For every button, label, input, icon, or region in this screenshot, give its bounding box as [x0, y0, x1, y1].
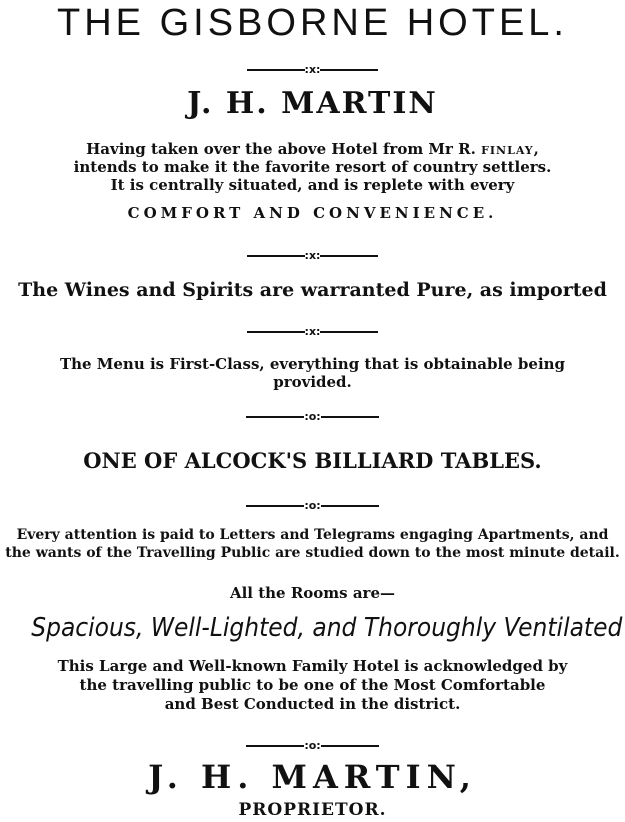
intro-line-2: intends to make it the favorite resort of country settlers.	[73, 158, 552, 176]
page-title: THE GISBORNE HOTEL.	[57, 2, 568, 44]
menu-line-2: provided.	[273, 373, 352, 391]
menu-line-1: The Menu is First-Class, everything that is obtainable being	[59, 355, 566, 373]
divider: :o:	[0, 734, 625, 753]
ack-line-2: the travelling public to be one of the Most Comfortable	[79, 676, 546, 694]
divider: :x:	[0, 320, 625, 339]
rooms-intro: All the Rooms are—	[229, 584, 396, 602]
billiard-statement: ONE OF ALCOCK'S BILLIARD TABLES.	[83, 448, 542, 473]
divider: :x:	[0, 58, 625, 77]
signature: J. H. MARTIN,	[148, 758, 477, 796]
wines-statement: The Wines and Spirits are warranted Pure, as imported	[18, 279, 607, 301]
attention-line-2: the wants of the Travelling Public are studied down to the most minute detail.	[5, 545, 620, 561]
intro-line-1: Having taken over the above Hotel from Mr R. FINLAY,	[86, 140, 539, 158]
intro-line-4: COMFORT AND CONVENIENCE.	[127, 204, 498, 222]
ack-line-1: This Large and Well-known Family Hotel is acknowledged by	[57, 657, 568, 675]
owner-heading: J. H. MARTIN	[187, 86, 438, 121]
divider: :x:	[0, 244, 625, 263]
divider: :o:	[0, 405, 625, 424]
attention-line-1: Every attention is paid to Letters and Telegrams engaging Apartments, and	[16, 527, 609, 543]
ack-line-3: and Best Conducted in the district.	[164, 695, 461, 713]
divider: :o:	[0, 494, 625, 513]
proprietor-label: PROPRIETOR.	[238, 800, 387, 820]
intro-line-3: It is centrally situated, and is replete with every	[110, 176, 515, 194]
rooms-description: Spacious, Well-Lighted, and Thoroughly Ventilated	[31, 613, 623, 643]
